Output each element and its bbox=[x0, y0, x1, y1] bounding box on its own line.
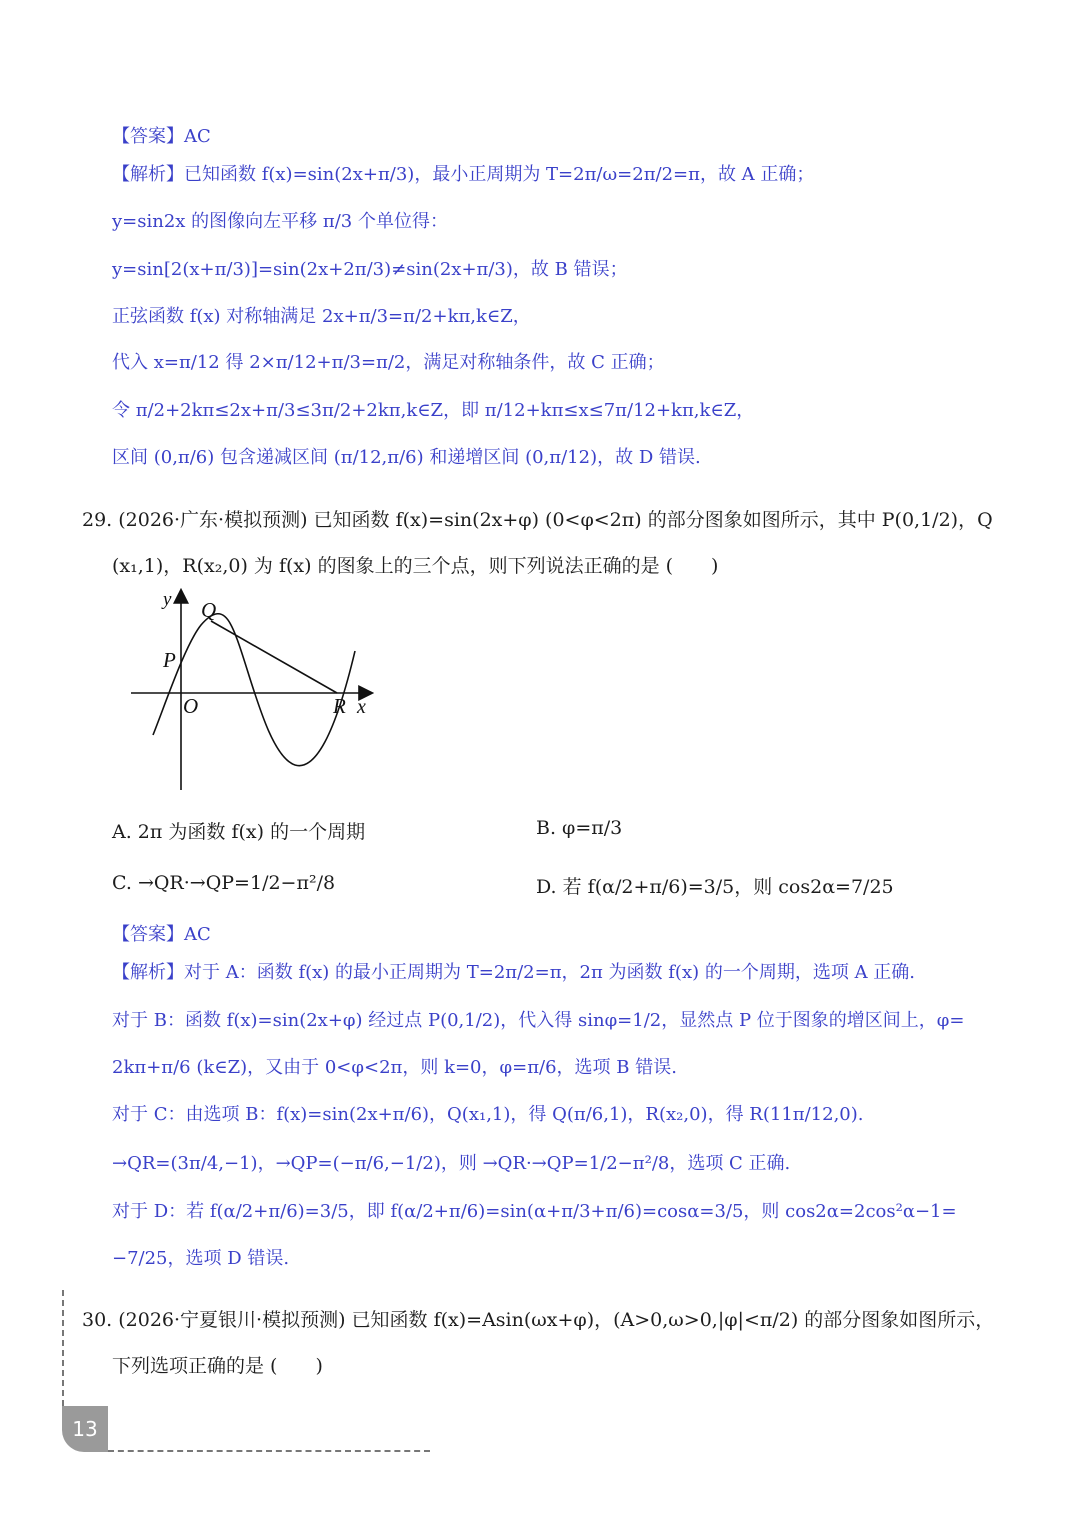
sine-graph bbox=[125, 585, 385, 795]
page-border-vertical bbox=[62, 1290, 64, 1406]
solution-28-line-5: 代入 x=π/12 得 2×π/12+π/3=π/2，满足对称轴条件，故 C 正确； bbox=[112, 352, 665, 373]
label-o: O bbox=[183, 694, 199, 718]
solution-29-line-7: −7/25，选项 D 错误. bbox=[112, 1248, 290, 1269]
option-c: C. →QR·→QP=1/2−π²/8 bbox=[112, 872, 336, 894]
solution-28-line-1: 【解析】已知函数 f(x)=sin(2x+π/3)，最小正周期为 T=2π/ω=2π/2=π，故 A 正确； bbox=[112, 164, 815, 185]
segment-qr bbox=[211, 621, 337, 693]
question-30-line-2: 下列选项正确的是 ( ) bbox=[112, 1355, 323, 1377]
solution-29-line-3: 2kπ+π/6 (k∈Z)，又由于 0<φ<2π，则 k=0，φ=π/6，选项 B 错误. bbox=[112, 1057, 677, 1078]
question-29-line-1: 29. (2026·广东·模拟预测) 已知函数 f(x)=sin(2x+φ) (0<φ<2π) 的部分图象如图所示，其中 P(0,1/2)，Q bbox=[82, 509, 993, 531]
page-border-horizontal bbox=[108, 1450, 430, 1452]
page-number: 13 bbox=[62, 1406, 108, 1452]
question-29-line-2: (x₁,1)，R(x₂,0) 为 f(x) 的图象上的三个点，则下列说法正确的是 ( ) bbox=[112, 555, 719, 577]
solution-28-line-4: 正弦函数 f(x) 对称轴满足 2x+π/3=π/2+kπ,k∈Z， bbox=[112, 306, 531, 327]
solution-28-line-2: y=sin2x 的图像向左平移 π/3 个单位得： bbox=[112, 211, 448, 232]
option-a: A. 2π 为函数 f(x) 的一个周期 bbox=[112, 821, 366, 843]
solution-29-line-4: 对于 C：由选项 B：f(x)=sin(2x+π/6)，Q(x₁,1)，得 Q(π/6,1)，R(x₂,0)，得 R(11π/12,0). bbox=[112, 1104, 864, 1125]
solution-29-line-1: 【解析】对于 A：函数 f(x) 的最小正周期为 T=2π/2=π，2π 为函数 f(x) 的一个周期，选项 A 正确. bbox=[112, 962, 916, 983]
solution-29-line-5: →QR=(3π/4,−1)，→QP=(−π/6,−1/2)，则 →QR·→QP=1/2−π²/8，选项 C 正确. bbox=[112, 1153, 791, 1174]
solution-29-line-2: 对于 B：函数 f(x)=sin(2x+φ) 经过点 P(0,1/2)，代入得 sinφ=1/2，显然点 P 位于图象的增区间上，φ= bbox=[112, 1010, 965, 1031]
solution-28-line-7: 区间 (0,π/6) 包含递减区间 (π/12,π/6) 和递增区间 (0,π/12)，故 D 错误. bbox=[112, 447, 701, 468]
label-r: R bbox=[333, 694, 346, 718]
solution-29-line-6: 对于 D：若 f(α/2+π/6)=3/5，即 f(α/2+π/6)=sin(α+π/3+π/6)=cosα=3/5，则 cos2α=2cos²α−1= bbox=[112, 1201, 957, 1222]
option-b: B. φ=π/3 bbox=[536, 817, 623, 839]
answer-29: 【答案】AC bbox=[112, 924, 211, 945]
solution-28-line-3: y=sin[2(x+π/3)]=sin(2x+2π/3)≠sin(2x+π/3)，故 B 错误； bbox=[112, 259, 628, 280]
option-d: D. 若 f(α/2+π/6)=3/5，则 cos2α=7/25 bbox=[536, 876, 894, 898]
sine-curve bbox=[153, 614, 355, 766]
label-q: Q bbox=[201, 598, 217, 622]
answer-28: 【答案】AC bbox=[112, 126, 211, 147]
question-30-line-1: 30. (2026·宁夏银川·模拟预测) 已知函数 f(x)=Asin(ωx+φ)，(A>0,ω>0,|φ|<π/2) 的部分图象如图所示， bbox=[82, 1309, 995, 1331]
label-y: y bbox=[163, 589, 172, 610]
label-p: P bbox=[163, 648, 176, 672]
solution-28-line-6: 令 π/2+2kπ≤2x+π/3≤3π/2+2kπ,k∈Z，即 π/12+kπ≤x≤7π/12+kπ,k∈Z， bbox=[112, 400, 755, 421]
label-x: x bbox=[357, 696, 366, 718]
